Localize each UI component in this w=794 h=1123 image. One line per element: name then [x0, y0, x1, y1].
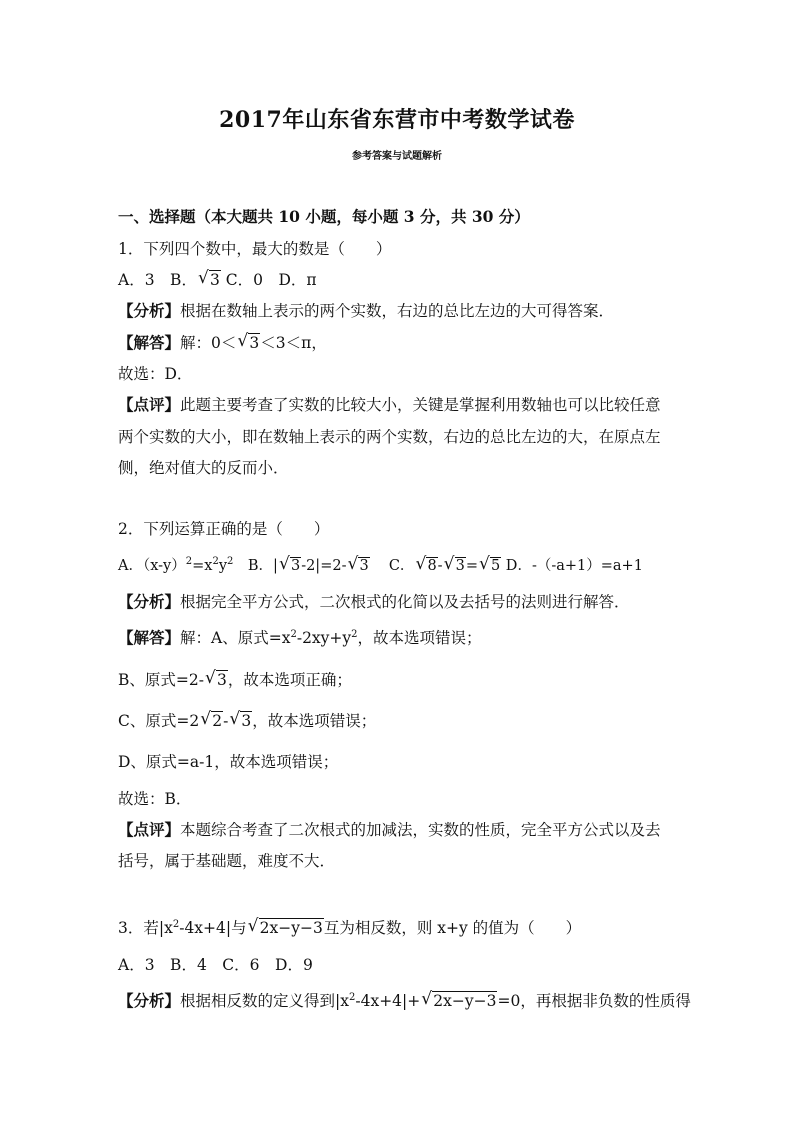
- q2-comment-line-1: [118, 820, 661, 840]
- sqrt-symbol: [415, 556, 437, 576]
- analysis-tag: 【分析】: [118, 592, 181, 611]
- q2-analysis-text: 根据完全平方公式，二次根式的化简以及去括号的法则进行解答．: [180, 593, 630, 611]
- q1-solution: [118, 333, 327, 353]
- analysis-tag: 【分析】: [118, 301, 181, 320]
- comment-tag: 【点评】: [118, 395, 181, 414]
- q2-solution-a2: -2xy+y: [296, 629, 352, 647]
- sqrt-symbol: [444, 556, 466, 576]
- superscript: 2: [227, 556, 234, 567]
- q2-analysis: [118, 592, 630, 612]
- superscript: 2: [348, 992, 356, 1003]
- q2-solution-c: [118, 711, 376, 731]
- sqrt-symbol: [248, 918, 324, 938]
- sqrt-symbol: [229, 711, 252, 731]
- q1-solution-pre: 解：0＜: [180, 334, 237, 352]
- q2-solution-a: 解：A、原式=x: [180, 629, 291, 647]
- q2-solution: [118, 628, 482, 648]
- q1-opt-a: A．3 B．: [118, 271, 197, 289]
- q2-opt-c: C．: [369, 558, 415, 574]
- q3-analysis: [118, 991, 691, 1011]
- radicand: 2x−y−3: [259, 919, 323, 937]
- sqrt-symbol: [347, 556, 369, 576]
- page-title: 2017年山东省东营市中考数学试卷: [219, 107, 575, 133]
- q2-opt-c2: -: [437, 558, 443, 574]
- q3-stem-pre: 3．若|x: [118, 919, 173, 937]
- q2-c-mid: -: [223, 712, 229, 730]
- solution-tag: 【解答】: [118, 333, 181, 352]
- sqrt-symbol: [279, 556, 301, 576]
- q3-analysis-pre: 根据相反数的定义得到|x: [180, 992, 349, 1010]
- q1-comment-text-1: 此题主要考查了实数的比较大小，关键是掌握利用数轴也可以比较任意: [180, 396, 661, 414]
- q2-solution-a3: ，故本选项错误；: [357, 629, 482, 647]
- sqrt-symbol: [237, 333, 260, 353]
- q2-opt-a: A．（x-y）: [118, 558, 186, 574]
- q2-options: [118, 556, 643, 576]
- q2-b-post: ，故本选项正确；: [227, 671, 352, 689]
- radicand: 3: [455, 558, 465, 574]
- q2-solution-d: D、原式=a-1，故本选项错误；: [118, 753, 339, 771]
- q1-comment-line-1: [118, 395, 661, 415]
- radicand: 2x−y−3: [433, 992, 497, 1010]
- q3-analysis-post: =0，再根据非负数的性质得: [497, 992, 691, 1010]
- q3-stem-post: 互为相反数，则 x+y 的值为（ ）: [323, 919, 582, 937]
- q1-analysis-text: 根据在数轴上表示的两个实数，右边的总比左边的大可得答案．: [180, 302, 615, 320]
- radicand: 5: [490, 558, 501, 574]
- q1-comment-line-2: 两个实数的大小，即在数轴上表示的两个实数，右边的总比左边的大，在原点左: [118, 428, 661, 446]
- superscript: 2: [185, 556, 193, 567]
- q2-answer: 故选：B．: [118, 790, 192, 808]
- radicand: 8: [427, 558, 437, 574]
- sqrt-symbol: [479, 556, 501, 576]
- q1-solution-post: ＜3＜π，: [260, 334, 327, 352]
- q2-b-pre: B、原式=2-: [118, 671, 204, 689]
- q1-opt-rest: C．0 D．π: [220, 271, 317, 289]
- q2-solution-b: [118, 670, 352, 690]
- radicand: 3: [216, 671, 227, 689]
- radicand: 3: [290, 558, 301, 574]
- q2-c-post: ，故本选项错误；: [252, 712, 377, 730]
- q2-comment-text-1: 本题综合考查了二次根式的加减法，实数的性质，完全平方公式以及去: [180, 821, 661, 839]
- q2-comment-line-2: 括号，属于基础题，难度不大．: [118, 852, 336, 870]
- q2-opt-a2: =x: [192, 558, 213, 574]
- q2-opt-a3: y: [218, 558, 228, 574]
- q2-opt-b2: -2|=2-: [301, 558, 347, 574]
- q2-opt-c3: =: [465, 558, 478, 574]
- analysis-tag: 【分析】: [118, 991, 181, 1010]
- superscript: 2: [290, 629, 297, 640]
- sqrt-symbol: [200, 711, 223, 731]
- radicand: 3: [241, 712, 252, 730]
- superscript: 2: [351, 629, 358, 640]
- q1-stem: 1．下列四个数中，最大的数是（ ）: [118, 240, 392, 258]
- q1-analysis: [118, 301, 614, 321]
- q2-stem: 2．下列运算正确的是（ ）: [118, 520, 330, 538]
- q1-solution-radicand: 3: [249, 334, 260, 352]
- q3-stem-mid: -4x+4|与: [179, 919, 247, 937]
- superscript: 2: [212, 556, 219, 567]
- comment-tag: 【点评】: [118, 820, 181, 839]
- solution-tag: 【解答】: [118, 628, 181, 647]
- section-heading: 一、选择题（本大题共 10 小题，每小题 3 分，共 30 分）: [118, 207, 530, 226]
- q3-analysis-mid: -4x+4|+: [355, 992, 421, 1010]
- radicand: 2: [212, 712, 223, 730]
- q1-answer: 故选：D．: [118, 365, 193, 383]
- q2-opt-b: B．|: [233, 558, 278, 574]
- sqrt-symbol: [205, 670, 228, 690]
- sqrt-symbol: [198, 270, 221, 290]
- superscript: 2: [172, 919, 180, 930]
- q3-stem: [118, 918, 581, 938]
- q2-opt-d: D．-（-a+1）=a+1: [501, 558, 643, 574]
- page-subtitle: 参考答案与试题解析: [352, 151, 442, 162]
- q1-comment-line-3: 侧，绝对值大的反而小．: [118, 459, 289, 477]
- q1-options: [118, 270, 317, 290]
- q3-options: A．3 B．4 C．6 D．9: [118, 956, 313, 974]
- radicand: 3: [359, 558, 369, 574]
- q2-c-pre: C、原式=2: [118, 712, 200, 730]
- q1-opt-b-radicand: 3: [209, 271, 220, 289]
- sqrt-symbol: [421, 991, 497, 1011]
